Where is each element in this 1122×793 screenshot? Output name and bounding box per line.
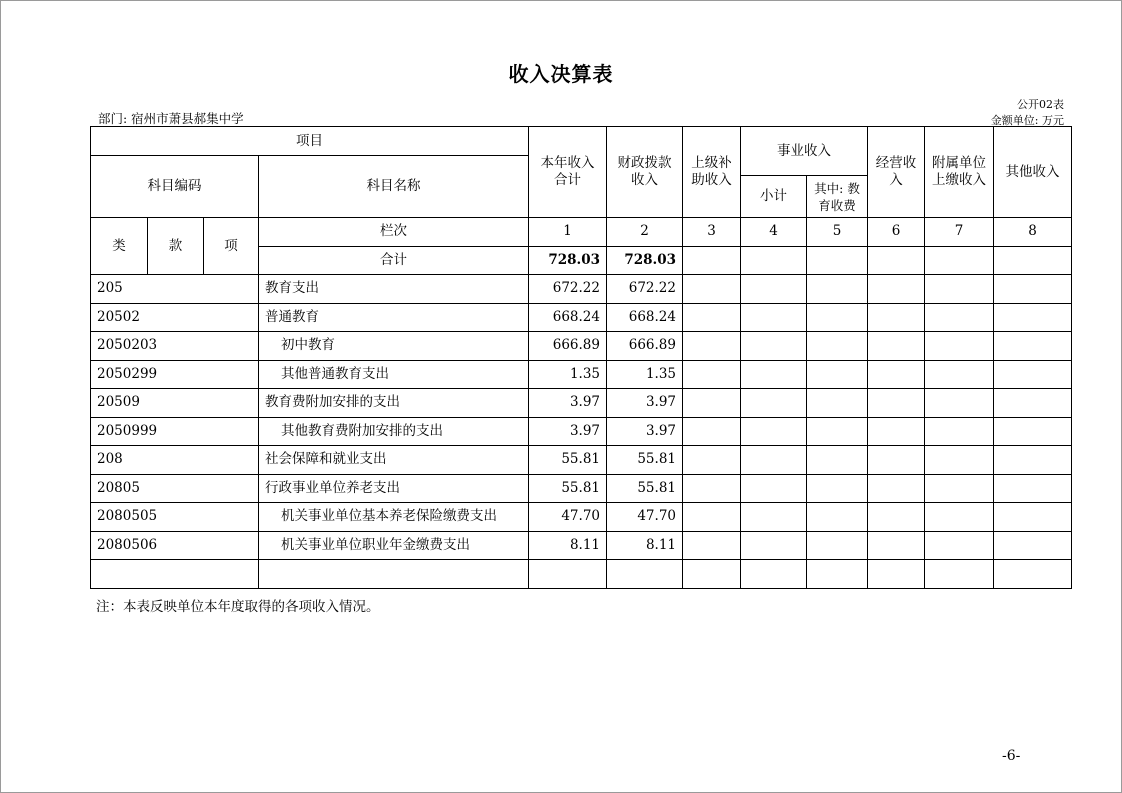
row-fiscal: 672.22 bbox=[607, 275, 683, 304]
amount-unit: 金额单位: 万元 bbox=[990, 114, 1064, 127]
row-total-income: 666.89 bbox=[529, 332, 607, 361]
row-total-income: 47.70 bbox=[529, 503, 607, 532]
empty-cell bbox=[741, 246, 807, 275]
table-row bbox=[91, 360, 1072, 389]
empty-cell bbox=[868, 360, 925, 389]
empty-cell bbox=[994, 332, 1072, 361]
empty-cell bbox=[868, 417, 925, 446]
header-edu-fee: 其中: 教育收费 bbox=[807, 176, 868, 218]
empty-cell bbox=[807, 303, 868, 332]
empty-cell bbox=[683, 332, 741, 361]
col-number: 5 bbox=[807, 218, 868, 247]
empty-cell bbox=[741, 531, 807, 560]
row-code: 20805 bbox=[91, 474, 259, 503]
row-name: 机关事业单位基本养老保险缴费支出 bbox=[259, 503, 529, 532]
col-number: 8 bbox=[994, 218, 1072, 247]
empty-cell bbox=[607, 560, 683, 589]
empty-cell bbox=[807, 246, 868, 275]
row-name: 其他教育费附加安排的支出 bbox=[259, 417, 529, 446]
row-code: 20509 bbox=[91, 389, 259, 418]
empty-cell bbox=[994, 531, 1072, 560]
empty-cell bbox=[807, 389, 868, 418]
income-table bbox=[90, 126, 1072, 589]
col-number: 1 bbox=[529, 218, 607, 247]
row-total-income: 672.22 bbox=[529, 275, 607, 304]
empty-cell bbox=[683, 360, 741, 389]
empty-cell bbox=[994, 389, 1072, 418]
empty-cell bbox=[925, 474, 994, 503]
header-affiliated: 附属单位上缴收入 bbox=[925, 127, 994, 218]
header-career-income: 事业收入 bbox=[741, 127, 868, 176]
footnote: 注：本表反映单位本年度取得的各项收入情况。 bbox=[96, 599, 380, 615]
empty-cell bbox=[741, 446, 807, 475]
header-other: 其他收入 bbox=[994, 127, 1072, 218]
table-row-empty bbox=[91, 560, 1072, 589]
empty-cell bbox=[925, 446, 994, 475]
empty-cell bbox=[741, 332, 807, 361]
total-income-value: 728.03 bbox=[529, 246, 607, 275]
row-name: 社会保障和就业支出 bbox=[259, 446, 529, 475]
empty-cell bbox=[994, 246, 1072, 275]
empty-cell bbox=[741, 560, 807, 589]
empty-cell bbox=[529, 560, 607, 589]
header-kuan: 款 bbox=[148, 218, 204, 275]
empty-cell bbox=[925, 275, 994, 304]
empty-cell bbox=[683, 446, 741, 475]
header-operating: 经营收入 bbox=[868, 127, 925, 218]
empty-cell bbox=[683, 275, 741, 304]
empty-cell bbox=[994, 560, 1072, 589]
empty-cell bbox=[925, 560, 994, 589]
row-code: 2050299 bbox=[91, 360, 259, 389]
empty-cell bbox=[683, 474, 741, 503]
header-column-index: 栏次 bbox=[259, 218, 529, 247]
col-number: 4 bbox=[741, 218, 807, 247]
empty-cell bbox=[741, 389, 807, 418]
empty-cell bbox=[925, 360, 994, 389]
empty-cell bbox=[683, 246, 741, 275]
total-fiscal-value: 728.03 bbox=[607, 246, 683, 275]
header-subject-code: 科目编码 bbox=[91, 156, 259, 218]
empty-cell bbox=[741, 474, 807, 503]
empty-cell bbox=[925, 246, 994, 275]
empty-cell bbox=[683, 503, 741, 532]
empty-cell bbox=[868, 275, 925, 304]
empty-cell bbox=[91, 560, 259, 589]
empty-cell bbox=[925, 503, 994, 532]
empty-cell bbox=[807, 446, 868, 475]
empty-cell bbox=[807, 531, 868, 560]
empty-cell bbox=[994, 303, 1072, 332]
row-code: 2050999 bbox=[91, 417, 259, 446]
row-code: 205 bbox=[91, 275, 259, 304]
header-subtotal: 小计 bbox=[741, 176, 807, 218]
empty-cell bbox=[807, 275, 868, 304]
header-total-income: 本年收入合计 bbox=[529, 127, 607, 218]
empty-cell bbox=[994, 446, 1072, 475]
header-subject-name: 科目名称 bbox=[259, 156, 529, 218]
empty-cell bbox=[683, 303, 741, 332]
form-code: 公开02表 bbox=[1017, 98, 1064, 111]
row-total-income: 668.24 bbox=[529, 303, 607, 332]
row-total-income: 55.81 bbox=[529, 474, 607, 503]
row-name: 其他普通教育支出 bbox=[259, 360, 529, 389]
empty-cell bbox=[807, 503, 868, 532]
row-fiscal: 666.89 bbox=[607, 332, 683, 361]
row-code: 2050203 bbox=[91, 332, 259, 361]
row-code: 2080506 bbox=[91, 531, 259, 560]
empty-cell bbox=[259, 560, 529, 589]
empty-cell bbox=[868, 446, 925, 475]
empty-cell bbox=[868, 303, 925, 332]
row-total-income: 3.97 bbox=[529, 389, 607, 418]
empty-cell bbox=[807, 332, 868, 361]
row-name: 教育支出 bbox=[259, 275, 529, 304]
page-title: 收入决算表 bbox=[508, 62, 614, 86]
row-total-income: 3.97 bbox=[529, 417, 607, 446]
header-xiang: 项 bbox=[204, 218, 259, 275]
row-fiscal: 47.70 bbox=[607, 503, 683, 532]
row-fiscal: 1.35 bbox=[607, 360, 683, 389]
empty-cell bbox=[807, 360, 868, 389]
empty-cell bbox=[683, 389, 741, 418]
row-code: 2080505 bbox=[91, 503, 259, 532]
empty-cell bbox=[925, 531, 994, 560]
table-row bbox=[91, 474, 1072, 503]
row-total-income: 1.35 bbox=[529, 360, 607, 389]
empty-cell bbox=[741, 503, 807, 532]
row-fiscal: 3.97 bbox=[607, 417, 683, 446]
empty-cell bbox=[683, 417, 741, 446]
row-name: 教育费附加安排的支出 bbox=[259, 389, 529, 418]
empty-cell bbox=[994, 417, 1072, 446]
empty-cell bbox=[741, 417, 807, 446]
empty-cell bbox=[994, 474, 1072, 503]
row-name: 普通教育 bbox=[259, 303, 529, 332]
empty-cell bbox=[925, 389, 994, 418]
department-label: 部门: 宿州市萧县郝集中学 bbox=[98, 111, 244, 126]
col-number: 3 bbox=[683, 218, 741, 247]
empty-cell bbox=[868, 389, 925, 418]
table-row bbox=[91, 417, 1072, 446]
col-number: 7 bbox=[925, 218, 994, 247]
col-number: 2 bbox=[607, 218, 683, 247]
row-fiscal: 55.81 bbox=[607, 474, 683, 503]
empty-cell bbox=[807, 417, 868, 446]
table-row bbox=[91, 446, 1072, 475]
table-row bbox=[91, 332, 1072, 361]
header-fiscal: 财政拨款收入 bbox=[607, 127, 683, 218]
page-number: -6- bbox=[1002, 748, 1021, 764]
table-row bbox=[91, 503, 1072, 532]
row-name: 初中教育 bbox=[259, 332, 529, 361]
header-higher-subsidy: 上级补助收入 bbox=[683, 127, 741, 218]
empty-cell bbox=[868, 332, 925, 361]
table-row bbox=[91, 531, 1072, 560]
empty-cell bbox=[741, 275, 807, 304]
total-label: 合计 bbox=[259, 246, 529, 275]
empty-cell bbox=[683, 531, 741, 560]
row-code: 20502 bbox=[91, 303, 259, 332]
row-name: 行政事业单位养老支出 bbox=[259, 474, 529, 503]
empty-cell bbox=[807, 474, 868, 503]
empty-cell bbox=[925, 303, 994, 332]
col-number: 6 bbox=[868, 218, 925, 247]
row-fiscal: 668.24 bbox=[607, 303, 683, 332]
row-fiscal: 55.81 bbox=[607, 446, 683, 475]
empty-cell bbox=[994, 275, 1072, 304]
header-project: 项目 bbox=[91, 127, 529, 156]
empty-cell bbox=[868, 531, 925, 560]
row-code: 208 bbox=[91, 446, 259, 475]
empty-cell bbox=[868, 560, 925, 589]
row-name: 机关事业单位职业年金缴费支出 bbox=[259, 531, 529, 560]
empty-cell bbox=[994, 360, 1072, 389]
empty-cell bbox=[683, 560, 741, 589]
empty-cell bbox=[868, 246, 925, 275]
header-lei: 类 bbox=[91, 218, 148, 275]
empty-cell bbox=[868, 474, 925, 503]
row-total-income: 8.11 bbox=[529, 531, 607, 560]
empty-cell bbox=[807, 560, 868, 589]
table-row bbox=[91, 389, 1072, 418]
table-row bbox=[91, 275, 1072, 304]
table-row bbox=[91, 303, 1072, 332]
empty-cell bbox=[925, 417, 994, 446]
empty-cell bbox=[994, 503, 1072, 532]
row-fiscal: 3.97 bbox=[607, 389, 683, 418]
empty-cell bbox=[925, 332, 994, 361]
row-total-income: 55.81 bbox=[529, 446, 607, 475]
row-fiscal: 8.11 bbox=[607, 531, 683, 560]
empty-cell bbox=[741, 360, 807, 389]
empty-cell bbox=[741, 303, 807, 332]
empty-cell bbox=[868, 503, 925, 532]
